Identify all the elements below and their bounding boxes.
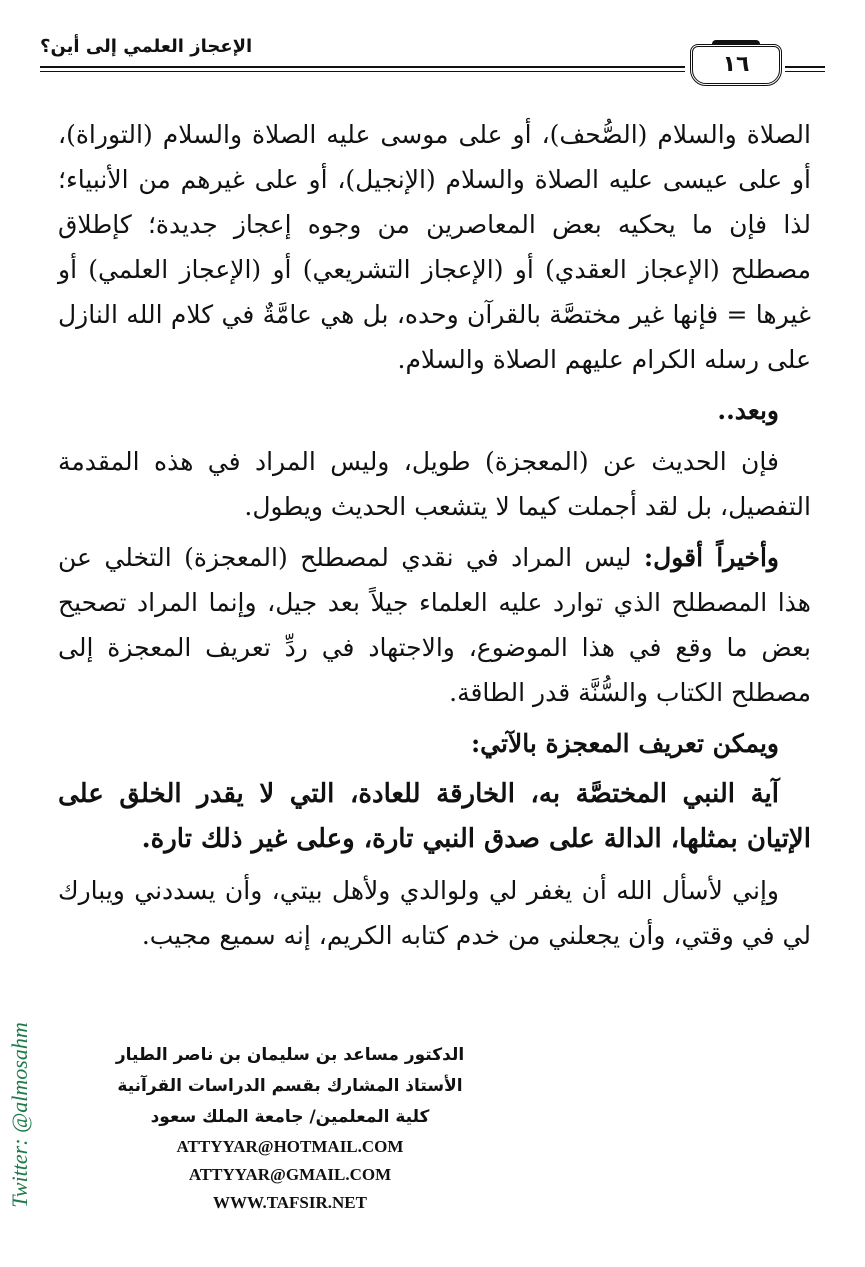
paragraph-definition-intro: ويمكن تعريف المعجزة بالآتي: (470, 729, 779, 758)
author-website: WWW.TAFSIR.NET (213, 1193, 367, 1212)
author-position: الأستاذ المشارك بقسم الدراسات القرآنية (117, 1076, 463, 1096)
author-email-gmail: ATTYYAR@GMAIL.COM (188, 1165, 392, 1184)
author-institution: كلية المعلمين/ جامعة الملك سعود (150, 1107, 430, 1127)
page-body (58, 112, 811, 964)
header-rule (40, 66, 685, 68)
watermark (0, 995, 40, 1235)
header-rule-right (785, 66, 825, 68)
author-signature (100, 1040, 480, 1217)
paragraph-4-lead: وأخيراً أقول: (643, 543, 780, 572)
paragraph-wa-baad: وبعد.. (717, 396, 779, 425)
header-rule-thin (40, 71, 685, 72)
paragraph-4-text: ليس المراد في نقدي لمصطلح (المعجزة) التخلي عن هذا المصطلح الذي توارد عليه العلماء جيلاً بعد جيل، وإنما المراد تصحيح بعض ما وقع في هذا الموضوع، والاجتهاد في ردِّ تعريف المعجزة إلى مصطلح الكتاب والسُّنَّة قدر الطاقة. (58, 543, 811, 707)
author-email-hotmail: ATTYYAR@HOTMAIL.COM (176, 1137, 404, 1156)
paragraph-4 (58, 535, 811, 715)
paragraph-definition: آية النبي المختصَّة به، الخارقة للعادة، التي لا يقدر الخلق على الإتيان بمثلها، الدالة على صدق النبي تارة، وعلى غير ذلك تارة. (58, 779, 811, 854)
author-name: الدكتور مساعد بن سليمان بن ناصر الطيار (115, 1045, 465, 1065)
running-title: الإعجاز العلمي إلى أين؟ (40, 36, 253, 57)
header-rule-right-thin (785, 71, 825, 72)
page-number: ١٦ (690, 44, 782, 86)
paragraph-closing-prayer: وإني لأسأل الله أن يغفر لي ولوالدي ولأهل بيتي، وأن يسددني ويبارك لي في وقتي، وأن يجعلني من خدم كتابه الكريم، إنه سميع مجيب. (58, 876, 811, 950)
watermark-text: Twitter: @almosahm (7, 1022, 32, 1208)
paragraph-3: فإن الحديث عن (المعجزة) طويل، وليس المراد في هذه المقدمة التفصيل، بل لقد أجملت كيما لا يتشعب الحديث ويطول. (58, 447, 811, 521)
page-header (40, 30, 825, 90)
paragraph-1: الصلاة والسلام (الصُّحف)، أو على موسى عليه الصلاة والسلام (التوراة)، أو على عيسى عليه الصلاة والسلام (الإنجيل)، أو على غيرهم من الأنبياء؛ لذا فإن ما يحكيه بعض المعاصرين من وجوه إعجاز جديدة؛ كإطلاق مصطلح (الإعجاز العقدي) أو (الإعجاز التشريعي) أو (الإعجاز العلمي) أو غيرها = فإنها غير مختصَّة بالقرآن وحده، بل هي عامَّةٌ في كلام الله النازل على رسله الكرام عليهم الصلاة والسلام. (58, 120, 811, 374)
